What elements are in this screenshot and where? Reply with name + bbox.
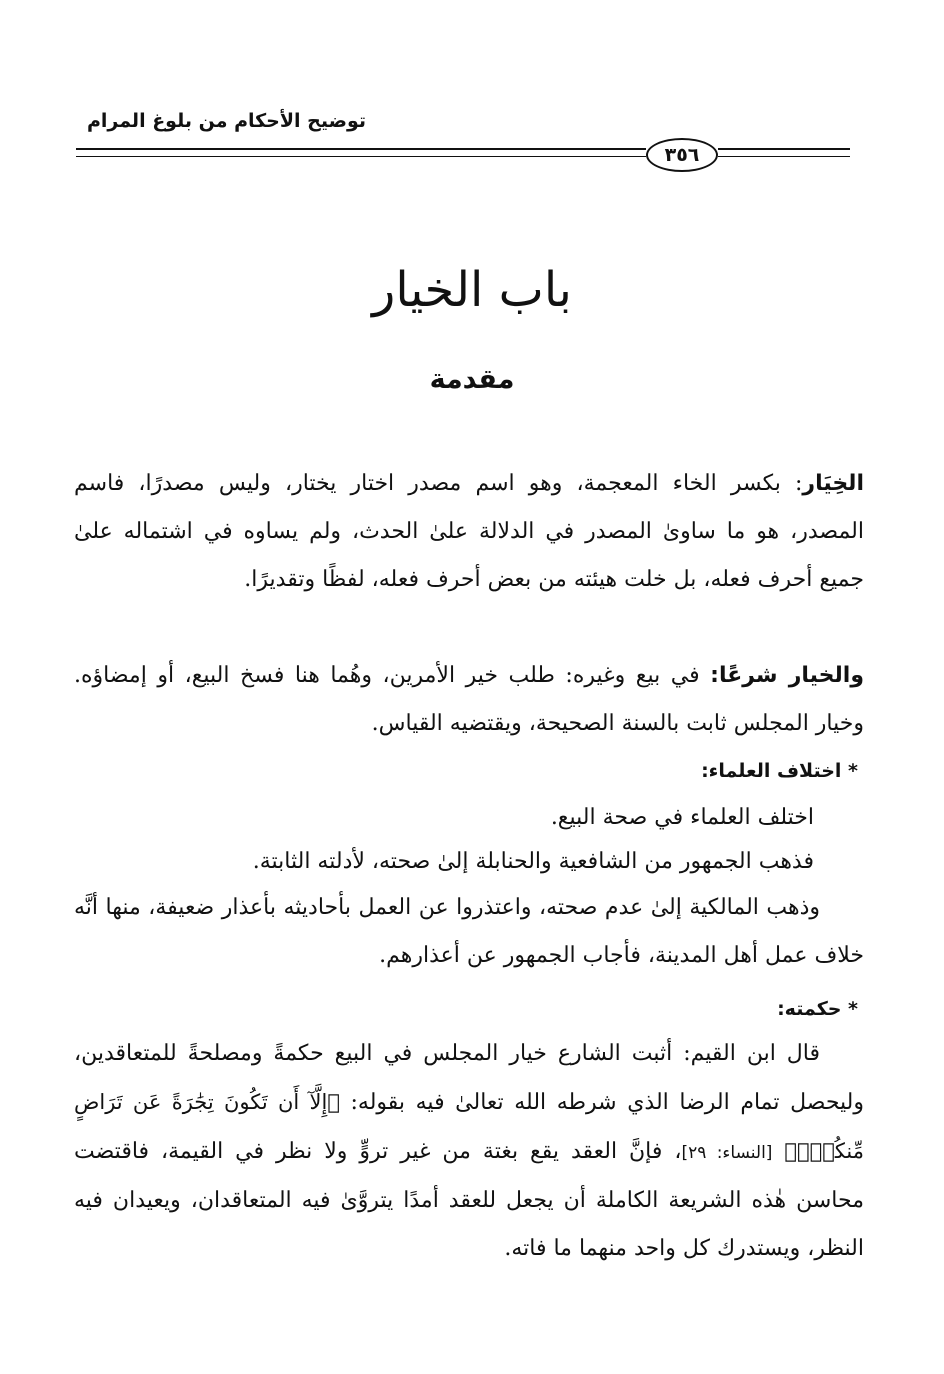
wisdom-heading: * حكمته: — [777, 998, 858, 1020]
disagreement-paragraph-2: فذهب الجمهور من الشافعية والحنابلة إلىٰ صحته، لأدلته الثابتة. — [252, 849, 814, 874]
header-rule-bottom-left — [76, 156, 646, 157]
wisdom-text-after-verse: ، فإنَّ العقد يقع بغتة من غير تروٍّ ولا نظر في القيمة، فاقتضت محاسن هٰذه الشريعة الكاملة أن يجعل للعقد أمدًا يتروَّىٰ فيه المتعاقدان، ويعيدان فيه النظر، ويستدرك كل واحد منهما ما فاته. — [74, 1139, 864, 1261]
verse-reference: [النساء: ٢٩] — [681, 1143, 773, 1163]
wisdom-text-before-verse: قال ابن القيم: أثبت الشارع خيار المجلس في البيع حكمةً ومصلحةً للمتعاقدين، وليحصل تمام الرضا الذي شرطه الله تعالىٰ فيه بقوله: — [74, 1041, 864, 1115]
disagreement-paragraph-3-text: وذهب المالكية إلىٰ عدم صحته، واعتذروا عن العمل بأحاديثه بأعذار ضعيفة، منها أنَّه خلاف عمل أهل المدينة، فأجاب الجمهور عن أعذارهم. — [74, 895, 864, 968]
header-rule-top-left — [76, 148, 646, 150]
chapter-title: باب الخيار — [372, 262, 572, 318]
definition-text: : بكسر الخاء المعجمة، وهو اسم مصدر اختار يختار، وليس مصدرًا، فاسم المصدر، هو ما ساوىٰ المصدر في الدلالة علىٰ الحدث، ولم يساوه في اشتماله علىٰ جميع أحرف فعله، بل خلت هيئته من بعض أحرف فعله، لفظًا وتقديرًا. — [74, 471, 864, 592]
definition-paragraph — [74, 460, 864, 604]
page-number: ٣٥٦ — [646, 138, 718, 172]
sharia-definition-paragraph — [74, 652, 864, 748]
wisdom-paragraph — [74, 1030, 864, 1273]
sharia-definition-term: والخيار شرعًا: — [710, 663, 864, 688]
header-rule-bottom-right — [718, 156, 850, 157]
sharia-definition-text: في بيع وغيره: طلب خير الأمرين، وهُما هنا فسخ البيع، أو إمضاؤه. وخيار المجلس ثابت بالسنة الصحيحة، ويقتضيه القياس. — [74, 663, 864, 736]
running-header-title: توضيح الأحكام من بلوغ المرام — [86, 110, 366, 132]
section-title: مقدمة — [429, 364, 515, 395]
disagreement-paragraph-3 — [74, 884, 864, 980]
disagreement-heading: * اختلاف العلماء: — [701, 760, 858, 782]
disagreement-paragraph-1: اختلف العلماء في صحة البيع. — [550, 805, 814, 830]
header-rule-top-right — [718, 148, 850, 150]
quran-verse: ﴿إِلَّآ أَن تَكُونَ تِجَٰرَةً عَن تَرَاضٍ مِّنكُمۡۚ﴾ — [74, 1090, 864, 1163]
definition-term: الخِيَار — [802, 471, 864, 496]
